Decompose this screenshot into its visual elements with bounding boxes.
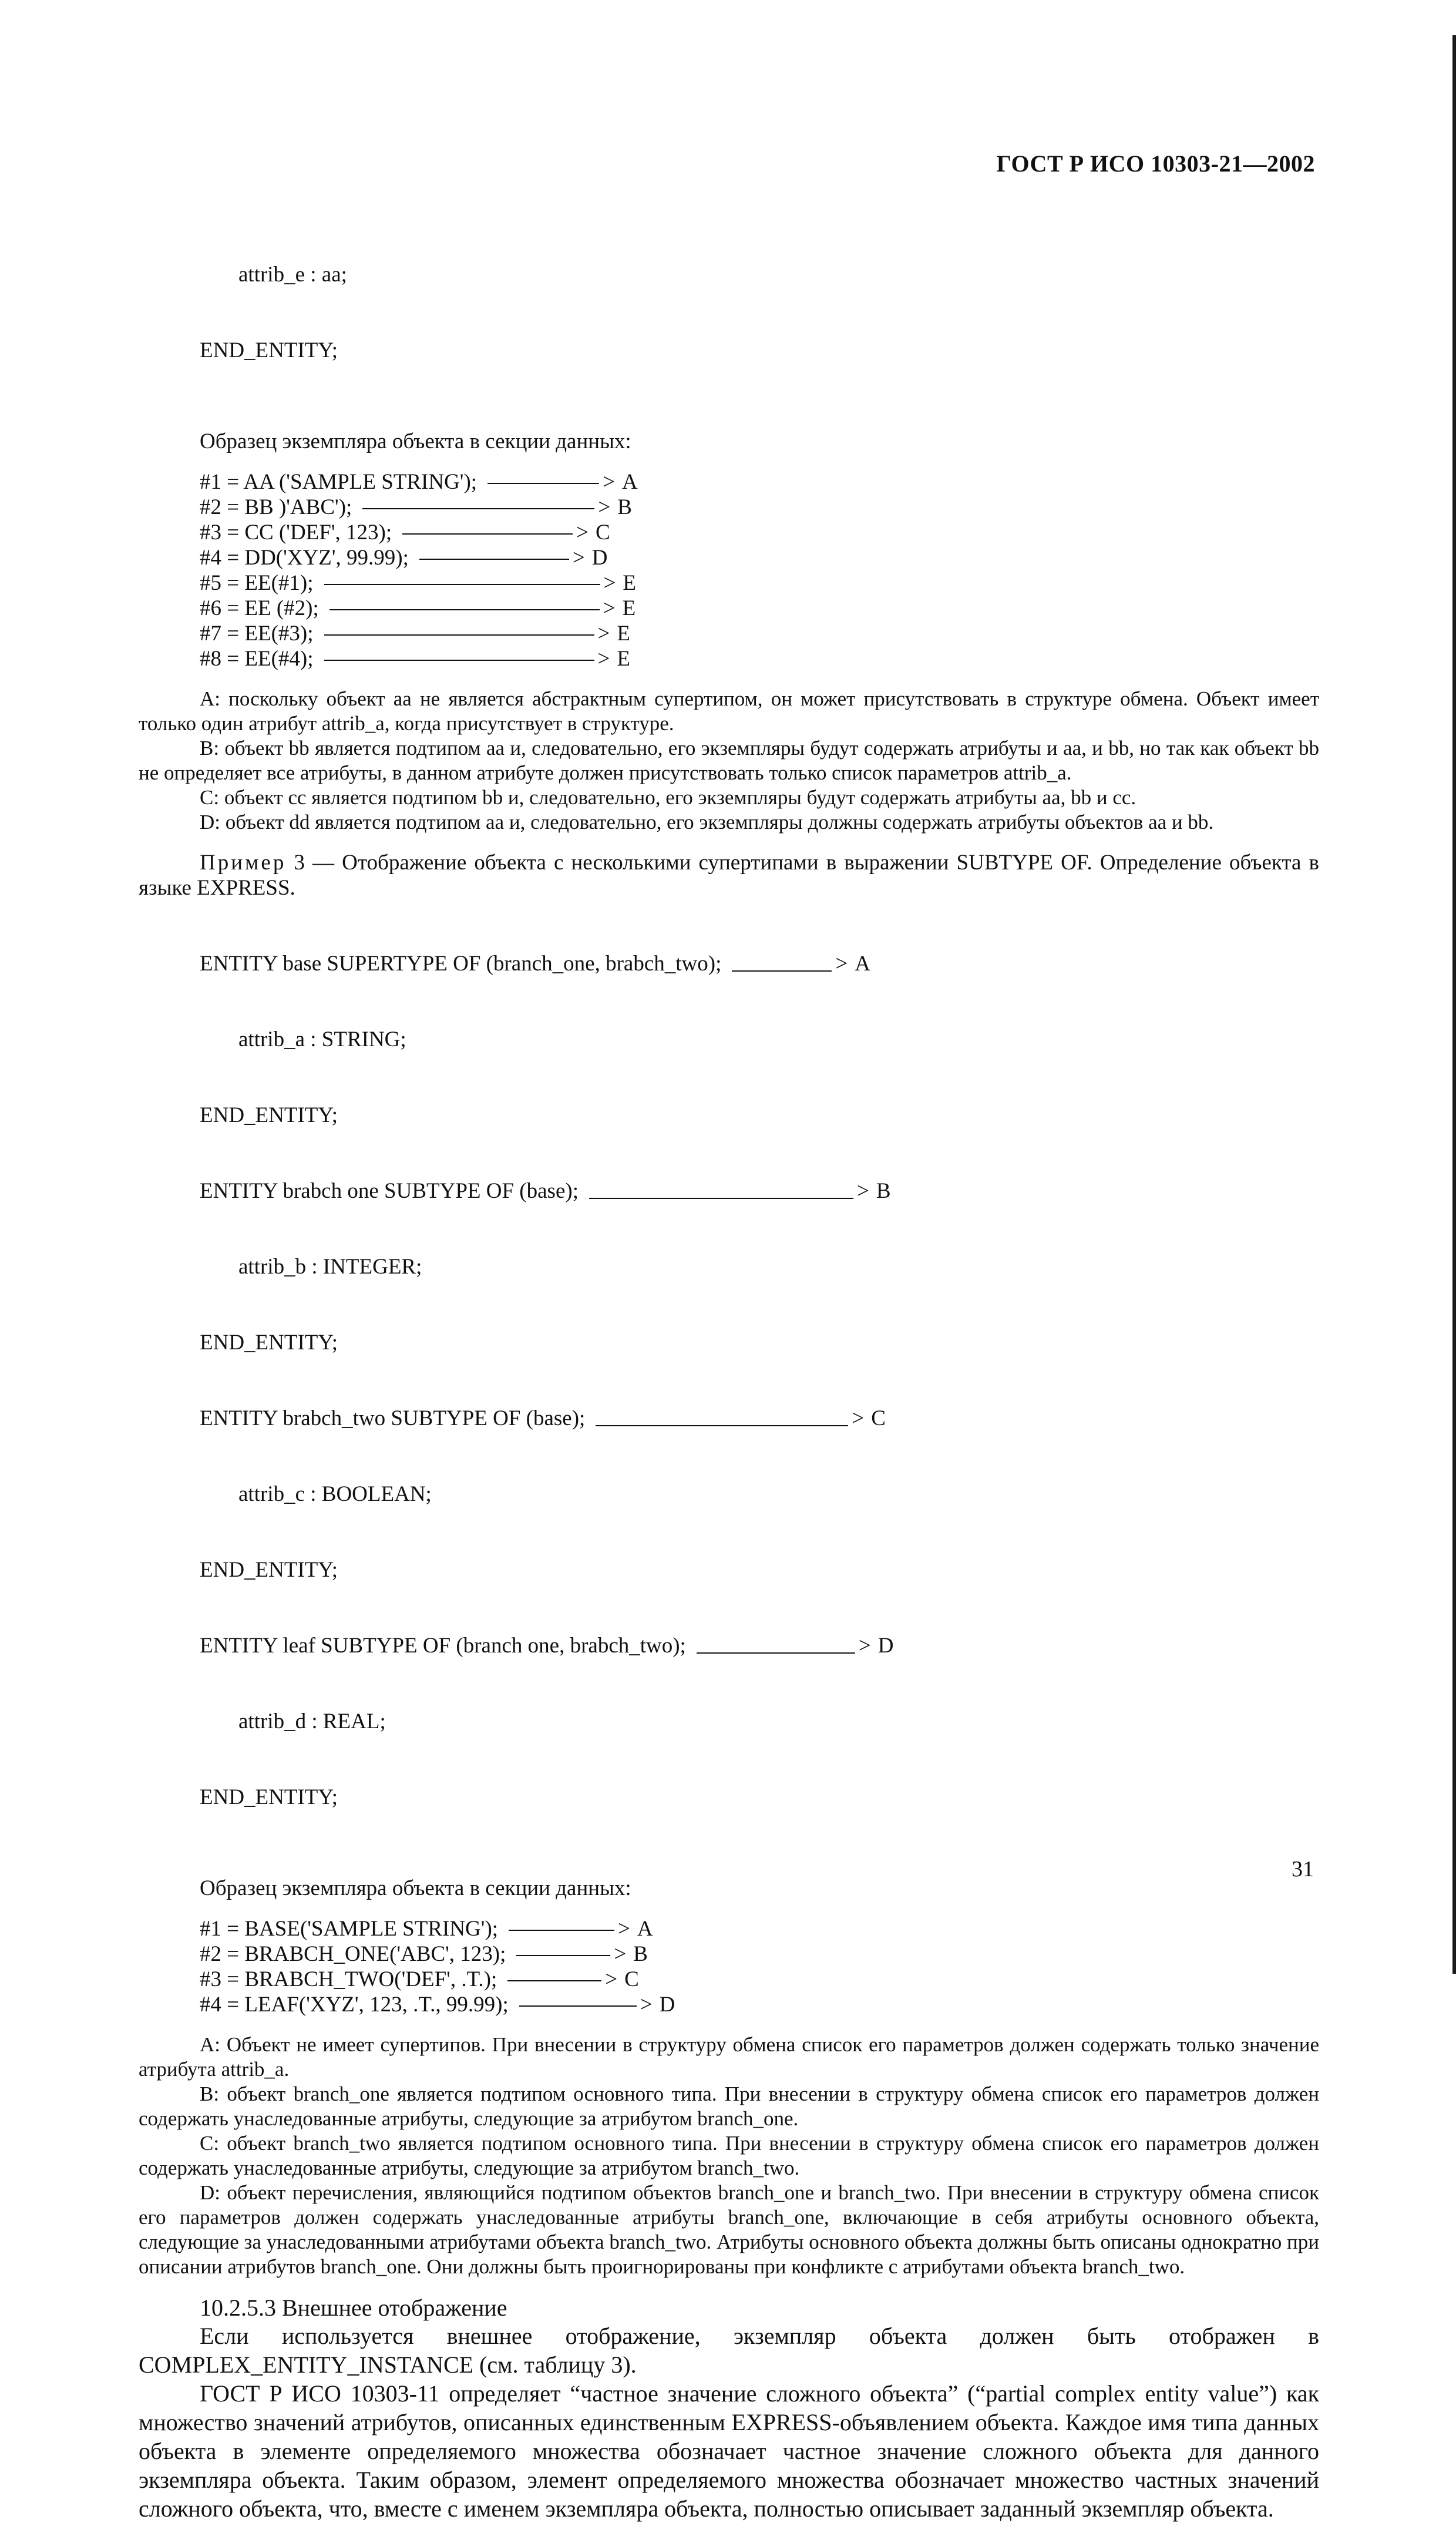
arrow-head: >	[597, 621, 610, 646]
instance-row	[200, 469, 1319, 495]
instance-text: #5 = EE(#1);	[200, 571, 314, 595]
instance-target: E	[617, 647, 630, 671]
note-paragraph: B: объект bb является подтипом aa и, следовательно, его экземпляры будут содержать атрибуты и aa, и bb, но так как объект bb не определяет все атрибуты, в данном атрибуте должен присутствовать только список параметров attrib_a.	[139, 737, 1319, 784]
note-paragraph: A: Объект не имеет супертипов. При внесении в структуру обмена список его параметров должен содержать только значение атрибута attrib_a.	[139, 2033, 1319, 2081]
arrow-line	[329, 609, 600, 610]
instance-target: A	[621, 470, 638, 494]
arrow-line	[419, 559, 569, 560]
instance-target: E	[623, 571, 636, 595]
arrow-line	[519, 2005, 637, 2007]
arrow-line	[509, 1930, 614, 1931]
arrow-line	[516, 1955, 610, 1956]
code-line: attrib_e : aa;	[238, 263, 347, 287]
arrow-head: >	[603, 596, 616, 620]
instance-row	[200, 570, 1319, 596]
note-paragraph: C: объект branch_two является подтипом основного типа. При внесении в структуру обмена список его параметров должен содержать унаследованные атрибуты, следующие за атрибутом branch_two.	[139, 2132, 1319, 2179]
arrow-line	[402, 533, 573, 535]
code-line: attrib_b : INTEGER;	[238, 1255, 422, 1279]
instance-text: #2 = BRABCH_ONE('ABC', 123);	[200, 1942, 506, 1966]
section-paragraph: ГОСТ Р ИСО 10303-11 определяет “частное значение сложного объекта” (“partial complex entity value”) как множество значений атрибутов, описанных единственным EXPRESS-объявлением объекта. Каждое имя типа данных объекта в элементе определяемого множества обозначает частное значение сложного объекта для данного экземпляра объекта. Таким образом, элемент определяемого множества обозначает множество частных значений сложного объекта, что, вместе с именем экземпляра объекта, полностью описывает заданный экземпляр объекта.	[139, 2380, 1319, 2522]
arrow-head: >	[614, 1942, 627, 1966]
instance-text: #2 = BB )'ABC');	[200, 495, 352, 519]
instance-text: #7 = EE(#3);	[200, 621, 314, 646]
document-header: ГОСТ Р ИСО 10303-21—2002	[996, 150, 1315, 177]
note-paragraph: D: объект dd является подтипом aa и, следовательно, его экземпляры должны содержать атрибуты объектов aa и bb.	[200, 811, 1214, 834]
arrow-line	[324, 660, 594, 661]
note-paragraph: C: объект cc является подтипом bb и, следовательно, его экземпляры будут содержать атрибуты aa, bb и cc.	[200, 786, 1136, 809]
instance-row	[200, 1967, 1319, 1992]
page-number: 31	[1292, 1857, 1314, 1882]
example-label: Пример	[200, 851, 287, 875]
code-line: attrib_a : STRING;	[238, 1027, 406, 1051]
instance-text: #1 = AA ('SAMPLE STRING');	[200, 470, 478, 494]
code-text: ENTITY base SUPERTYPE OF (branch_one, brabch_two);	[200, 952, 722, 976]
instance-list-2	[200, 1916, 1319, 2017]
arrow-head: >	[852, 1406, 865, 1430]
page-body	[139, 211, 1319, 2523]
instance-row	[200, 1992, 1319, 2017]
arrow-line	[596, 1425, 848, 1426]
arrow-head: >	[597, 647, 610, 671]
code-block-top	[200, 211, 1319, 414]
code-line: END_ENTITY;	[200, 1785, 338, 1809]
note-paragraph: D: объект перечисления, являющийся подтипом объектов branch_one и branch_two. При внесении в структуру обмена список его параметров должен содержать унаследованные атрибуты branch_one, включающие в себя атрибуты основного объекта, следующие за унаследованными атрибутами объекта branch_two. Атрибуты основного объекта должны быть описаны однократно при описании атрибутов branch_one. Они должны быть проигнорированы при конфликте с атрибутами объекта branch_two.	[139, 2181, 1319, 2278]
instance-text: #3 = CC ('DEF', 123);	[200, 520, 392, 545]
code-text: ENTITY brabch_two SUBTYPE OF (base);	[200, 1406, 586, 1430]
notes-block-1	[139, 687, 1319, 835]
example-paragraph	[139, 850, 1319, 901]
note-paragraph: A: поскольку объект aa не является абстрактным супертипом, он может присутствовать в структуре обмена. Объект имеет только один атрибут attrib_a, когда присутствует в структуре.	[139, 687, 1319, 735]
instance-target: E	[622, 596, 636, 620]
code-target: D	[877, 1634, 894, 1658]
arrow-head: >	[572, 546, 585, 570]
instance-target: C	[596, 520, 610, 545]
arrow-line	[697, 1652, 855, 1654]
notes-block-2	[139, 2032, 1319, 2279]
code-line	[200, 1406, 1319, 1431]
arrow-head: >	[598, 495, 611, 519]
code-line: END_ENTITY;	[200, 1103, 338, 1127]
instance-text: #1 = BASE('SAMPLE STRING');	[200, 1917, 499, 1941]
instance-row	[200, 1916, 1319, 1941]
code-line: END_ENTITY;	[200, 338, 338, 362]
arrow-head: >	[605, 1967, 618, 1991]
sample-heading: Образец экземпляра объекта в секции данных:	[200, 1876, 631, 1900]
instance-target: D	[659, 1993, 675, 2017]
arrow-head: >	[640, 1993, 653, 2017]
arrow-line	[507, 1980, 601, 1981]
arrow-head: >	[856, 1179, 869, 1203]
code-line: attrib_d : REAL;	[238, 1709, 386, 1733]
arrow-head: >	[603, 470, 615, 494]
sample-heading: Образец экземпляра объекта в секции данных:	[200, 429, 631, 453]
instance-text: #3 = BRABCH_TWO('DEF', .T.);	[200, 1967, 497, 1991]
instance-list-1	[200, 469, 1319, 671]
instance-row	[200, 621, 1319, 646]
instance-row	[200, 495, 1319, 520]
instance-row	[200, 520, 1319, 545]
arrow-head: >	[618, 1917, 630, 1941]
arrow-head: >	[858, 1634, 871, 1658]
instance-text: #4 = LEAF('XYZ', 123, .T., 99.99);	[200, 1993, 509, 2017]
instance-target: E	[617, 621, 630, 646]
code-text: ENTITY leaf SUBTYPE OF (branch one, brabch_two);	[200, 1634, 686, 1658]
example-number: 3	[294, 851, 305, 875]
arrow-line	[732, 970, 832, 972]
instance-target: A	[637, 1917, 653, 1941]
section-heading: 10.2.5.3 Внешнее отображение	[200, 2294, 507, 2321]
arrow-head: >	[603, 571, 616, 595]
code-block-entities	[200, 901, 1319, 1860]
instance-row	[200, 646, 1319, 671]
instance-text: #4 = DD('XYZ', 99.99);	[200, 546, 409, 570]
instance-target: B	[617, 495, 632, 519]
arrow-line	[324, 634, 594, 636]
arrow-head: >	[835, 952, 848, 976]
instance-row	[200, 596, 1319, 621]
code-target: B	[876, 1179, 891, 1203]
arrow-line	[589, 1198, 853, 1199]
instance-target: B	[633, 1942, 648, 1966]
code-target: C	[871, 1406, 886, 1430]
arrow-line	[324, 584, 600, 585]
note-paragraph: B: объект branch_one является подтипом основного типа. При внесении в структуру обмена список его параметров должен содержать унаследованные атрибуты, следующие за атрибутом branch_one.	[139, 2082, 1319, 2130]
instance-target: C	[624, 1967, 639, 1991]
instance-row	[200, 1941, 1319, 1967]
code-text: ENTITY brabch one SUBTYPE OF (base);	[200, 1179, 579, 1203]
code-line: END_ENTITY;	[200, 1558, 338, 1582]
example-text: — Отображение объекта с несколькими супертипами в выражении SUBTYPE OF. Определение объекта в языке EXPRESS.	[139, 851, 1319, 900]
code-line: END_ENTITY;	[200, 1331, 338, 1355]
arrow-head: >	[576, 520, 589, 545]
instance-text: #8 = EE(#4);	[200, 647, 314, 671]
code-line	[200, 1633, 1319, 1658]
section-paragraph: Если используется внешнее отображение, экземпляр объекта должен быть отображен в COMPLEX_ENTITY_INSTANCE (см. таблицу 3).	[139, 2323, 1319, 2378]
arrow-line	[487, 483, 599, 484]
code-line: attrib_c : BOOLEAN;	[238, 1482, 432, 1506]
code-line	[200, 951, 1319, 976]
arrow-line	[362, 508, 594, 509]
scan-edge-bar	[1452, 35, 1456, 1974]
instance-row	[200, 545, 1319, 570]
code-line	[200, 1178, 1319, 1204]
instance-text: #6 = EE (#2);	[200, 596, 319, 620]
code-target: A	[855, 952, 870, 976]
instance-target: D	[591, 546, 608, 570]
